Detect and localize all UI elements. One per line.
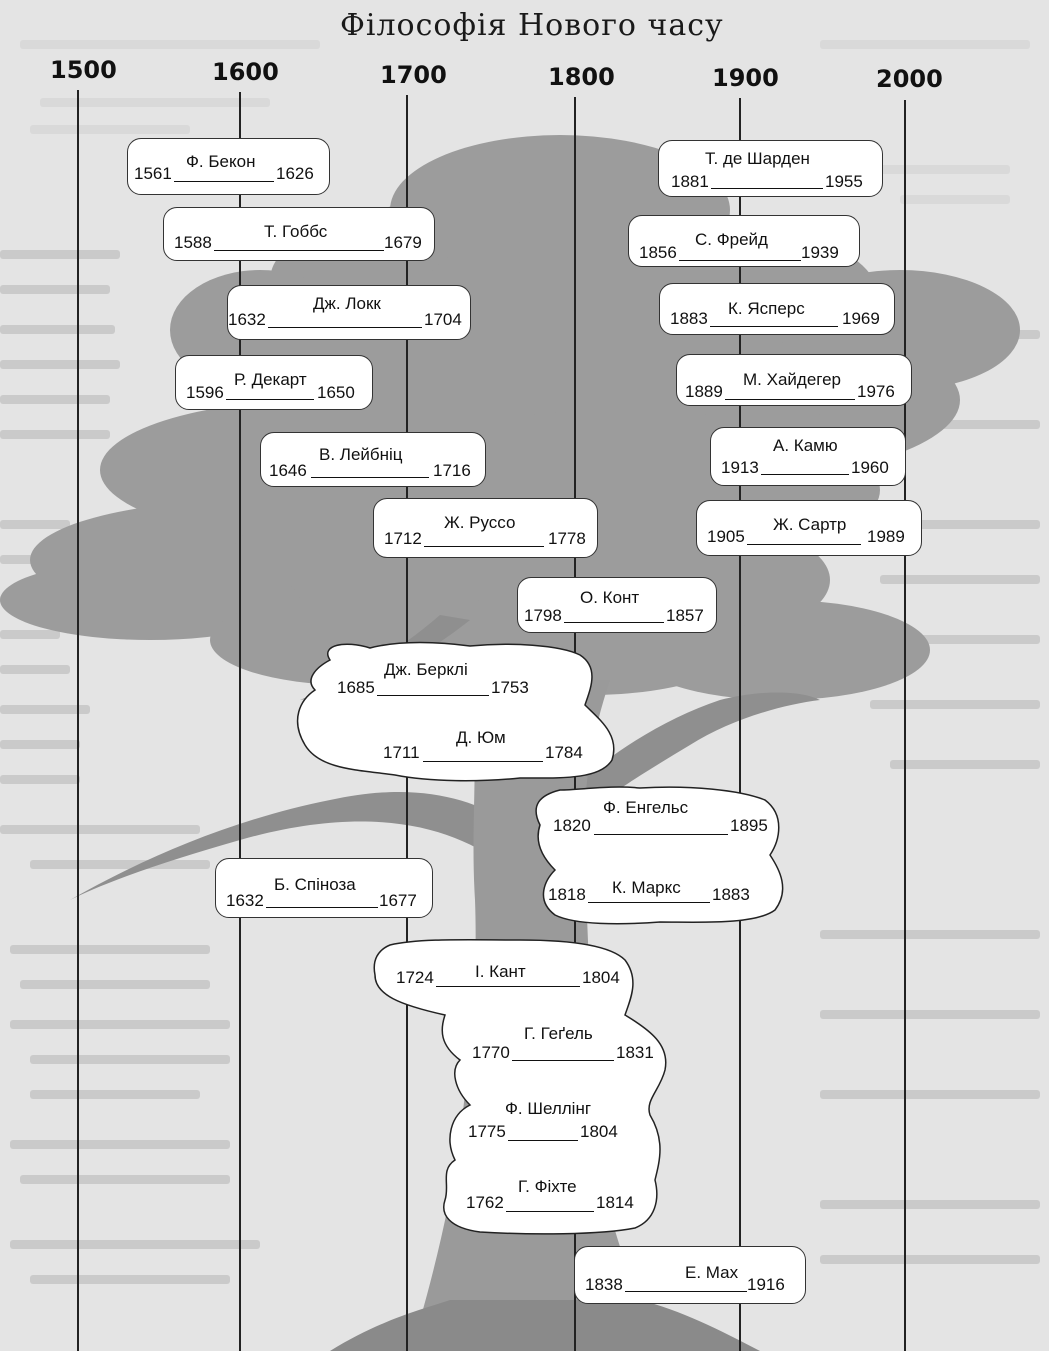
philosopher-name: О. Конт [580, 588, 640, 607]
lifespan-line-kant [436, 986, 580, 987]
death-year: 1939 [801, 243, 839, 262]
card-freud [628, 215, 860, 267]
lifespan-line-hume [423, 761, 543, 762]
lifespan-line-berkeley [377, 695, 489, 696]
birth-year: 1883 [670, 309, 708, 328]
birth-year: 1561 [134, 164, 172, 183]
death-year: 1955 [825, 172, 863, 191]
birth-year-schelling: 1775 [468, 1122, 506, 1141]
death-year: 1960 [851, 458, 889, 477]
death-year: 1626 [276, 164, 314, 183]
birth-year: 1596 [186, 383, 224, 402]
card-spinoza [215, 858, 433, 918]
death-year: 1716 [433, 461, 471, 480]
philosopher-name: М. Хайдегер [743, 370, 842, 389]
birth-year: 1856 [639, 243, 677, 262]
lifespan-line [564, 622, 664, 623]
philosopher-name: Т. Гоббс [264, 222, 328, 241]
death-year-schelling: 1804 [580, 1122, 618, 1141]
philosopher-name: Дж. Локк [313, 294, 381, 313]
philosopher-name: С. Фрейд [695, 230, 768, 249]
birth-year: 1646 [269, 461, 307, 480]
death-year: 1989 [867, 527, 905, 546]
lifespan-line [710, 326, 838, 327]
lifespan-line-hegel [512, 1060, 614, 1061]
death-year: 1778 [548, 529, 586, 548]
card-camus [710, 427, 906, 486]
diagram-title: Філософія Нового часу [340, 8, 724, 43]
philosopher-name: К. Ясперс [728, 299, 805, 318]
card-sartre [696, 500, 922, 556]
birth-year-marx: 1818 [548, 885, 586, 904]
death-year: 1650 [317, 383, 355, 402]
death-year-kant: 1804 [582, 968, 620, 987]
philosopher-name: Т. де Шарден [705, 149, 810, 168]
card-jaspers [659, 283, 895, 335]
birth-year-hegel: 1770 [472, 1043, 510, 1062]
lifespan-line-fichte [506, 1211, 594, 1212]
card-comte [517, 577, 717, 633]
birth-year: 1632 [228, 310, 266, 329]
birth-year: 1632 [226, 891, 264, 910]
lifespan-line [725, 399, 855, 400]
year-label-2000: 2000 [876, 65, 943, 93]
death-year: 1704 [424, 310, 462, 329]
death-year: 1857 [666, 606, 704, 625]
birth-year: 1913 [721, 458, 759, 477]
philosopher-name: А. Камю [773, 436, 838, 455]
year-label-1800: 1800 [548, 63, 615, 91]
birth-year: 1838 [585, 1275, 623, 1294]
death-year-engels: 1895 [730, 816, 768, 835]
death-year: 1916 [747, 1275, 785, 1294]
lifespan-line-marx [588, 902, 710, 903]
card-chardin [658, 140, 883, 197]
card-locke [227, 285, 471, 340]
lifespan-line [711, 188, 823, 189]
name-hume: Д. Юм [456, 728, 506, 747]
year-label-1900: 1900 [712, 64, 779, 92]
lifespan-line [679, 260, 801, 261]
name-engels: Ф. Енгельс [603, 798, 689, 817]
lifespan-line [747, 544, 861, 545]
name-schelling: Ф. Шеллінг [505, 1099, 592, 1118]
card-mach [574, 1246, 806, 1304]
philosopher-name: Е. Мах [685, 1263, 739, 1282]
card-leibniz [260, 432, 486, 487]
birth-year-berkeley: 1685 [337, 678, 375, 697]
birth-year: 1588 [174, 233, 212, 252]
lifespan-line-engels [594, 834, 728, 835]
philosopher-name: Ф. Бекон [186, 152, 256, 171]
name-marx: К. Маркс [612, 878, 681, 897]
lifespan-line [311, 477, 429, 478]
death-year: 1677 [379, 891, 417, 910]
lifespan-line [266, 907, 378, 908]
name-berkeley: Дж. Берклі [384, 660, 468, 679]
birth-year-engels: 1820 [553, 816, 591, 835]
birth-year-kant: 1724 [396, 968, 434, 987]
name-kant: І. Кант [475, 962, 526, 981]
lifespan-line [625, 1291, 747, 1292]
birth-year: 1881 [671, 172, 709, 191]
death-year-hume: 1784 [545, 743, 583, 762]
death-year: 1679 [384, 233, 422, 252]
year-label-1700: 1700 [380, 61, 447, 89]
philosopher-name: В. Лейбніц [319, 445, 403, 464]
birth-year: 1905 [707, 527, 745, 546]
birth-year-fichte: 1762 [466, 1193, 504, 1212]
card-heidegger [676, 354, 912, 406]
philosopher-name: Ж. Сартр [773, 515, 847, 534]
death-year-fichte: 1814 [596, 1193, 634, 1212]
death-year: 1969 [842, 309, 880, 328]
card-rousseau [373, 498, 598, 558]
card-hobbes [163, 207, 435, 261]
death-year-marx: 1883 [712, 885, 750, 904]
birth-year: 1889 [685, 382, 723, 401]
lifespan-line [268, 327, 422, 328]
philosopher-name: Ж. Руссо [444, 513, 516, 532]
death-year-hegel: 1831 [616, 1043, 654, 1062]
lifespan-line [214, 250, 384, 251]
year-label-1500: 1500 [50, 56, 117, 84]
name-hegel: Г. Геґель [524, 1024, 593, 1043]
birth-year-hume: 1711 [383, 743, 420, 762]
birth-year: 1798 [524, 606, 562, 625]
name-fichte: Г. Фіхте [518, 1177, 577, 1196]
lifespan-line [761, 474, 849, 475]
card-bacon [127, 138, 330, 195]
death-year-berkeley: 1753 [491, 678, 529, 697]
lifespan-line-schelling [508, 1140, 578, 1141]
birth-year: 1712 [384, 529, 422, 548]
lifespan-line [174, 181, 274, 182]
death-year: 1976 [857, 382, 895, 401]
card-descartes [175, 355, 373, 410]
philosopher-name: Р. Декарт [234, 370, 307, 389]
philosopher-name: Б. Спіноза [274, 875, 356, 894]
year-label-1600: 1600 [212, 58, 279, 86]
lifespan-line [226, 399, 314, 400]
lifespan-line [424, 546, 544, 547]
